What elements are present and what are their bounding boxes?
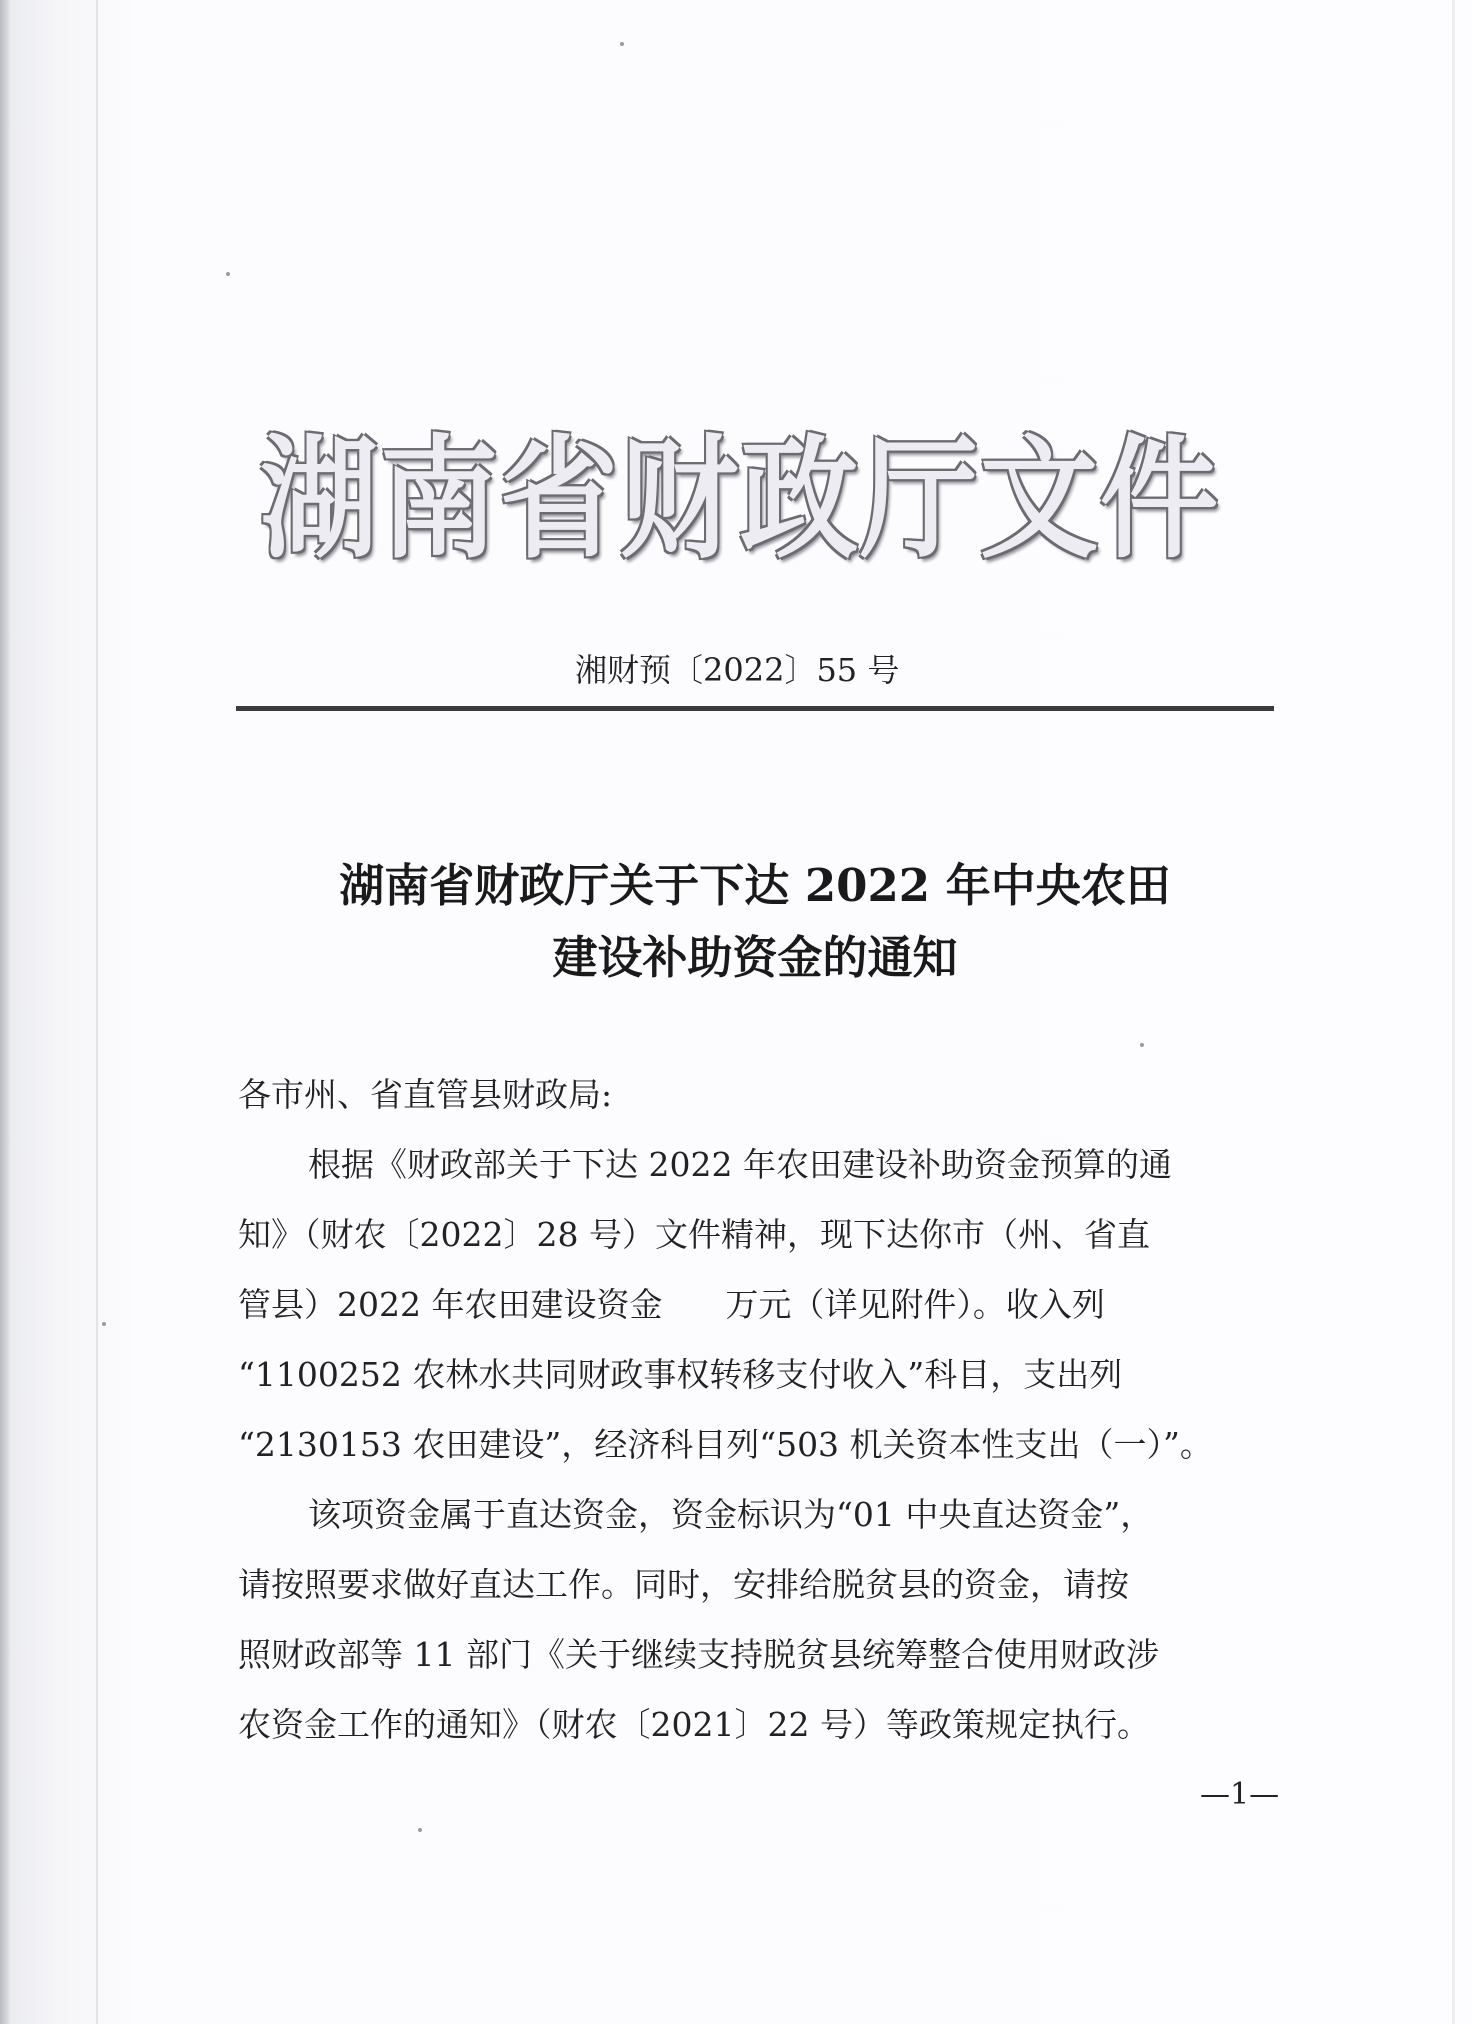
- scan-edge: [0, 0, 10, 2024]
- title-line: 湖南省财政厅关于下达 2022 年中央农田: [339, 859, 1171, 912]
- salutation: 各市州、省直管县财政局:: [238, 1075, 613, 1114]
- scan-speck: [418, 1828, 422, 1832]
- scan-speck: [620, 42, 624, 46]
- scan-artifact-line: [1452, 0, 1455, 2024]
- paragraph-line: “2130153 农田建设”，经济科目列“503 机关资本性支出（一）”。: [238, 1425, 1213, 1464]
- paragraph-line: 请按照要求做好直达工作。同时，安排给脱贫县的资金，请按: [238, 1565, 1129, 1604]
- scan-speck: [102, 1322, 106, 1326]
- header-divider: [236, 706, 1274, 711]
- scan-speck: [226, 272, 230, 276]
- document-masthead: 湖南省财政厅文件: [260, 421, 1221, 577]
- scan-speck: [1140, 1043, 1144, 1047]
- document-body: [238, 1060, 1258, 1760]
- paragraph-line: 照财政部等 11 部门《关于继续支持脱贫县统筹整合使用财政涉: [238, 1635, 1159, 1674]
- paragraph-line: 该项资金属于直达资金，资金标识为“01 中央直达资金”，: [308, 1495, 1154, 1534]
- page-number: —1—: [1200, 1777, 1280, 1812]
- paragraph-line: 根据《财政部关于下达 2022 年农田建设补助资金预算的通: [308, 1145, 1172, 1184]
- scan-artifact-line: [96, 0, 98, 2024]
- document-number: 湘财预〔2022〕55 号: [575, 651, 900, 689]
- document-title: [236, 850, 1274, 994]
- title-line: 建设补助资金的通知: [552, 931, 958, 984]
- paragraph-line: 知》（财农〔2022〕28 号）文件精神，现下达你市（州、省直: [238, 1215, 1150, 1254]
- paragraph-line: “1100252 农林水共同财政事权转移支付收入”科目，支出列: [238, 1355, 1123, 1394]
- paragraph-line: 管县）2022 年农田建设资金 万元（详见附件）。收入列: [238, 1285, 1105, 1324]
- paragraph-line: 农资金工作的通知》（财农〔2021〕22 号）等政策规定执行。: [238, 1705, 1150, 1744]
